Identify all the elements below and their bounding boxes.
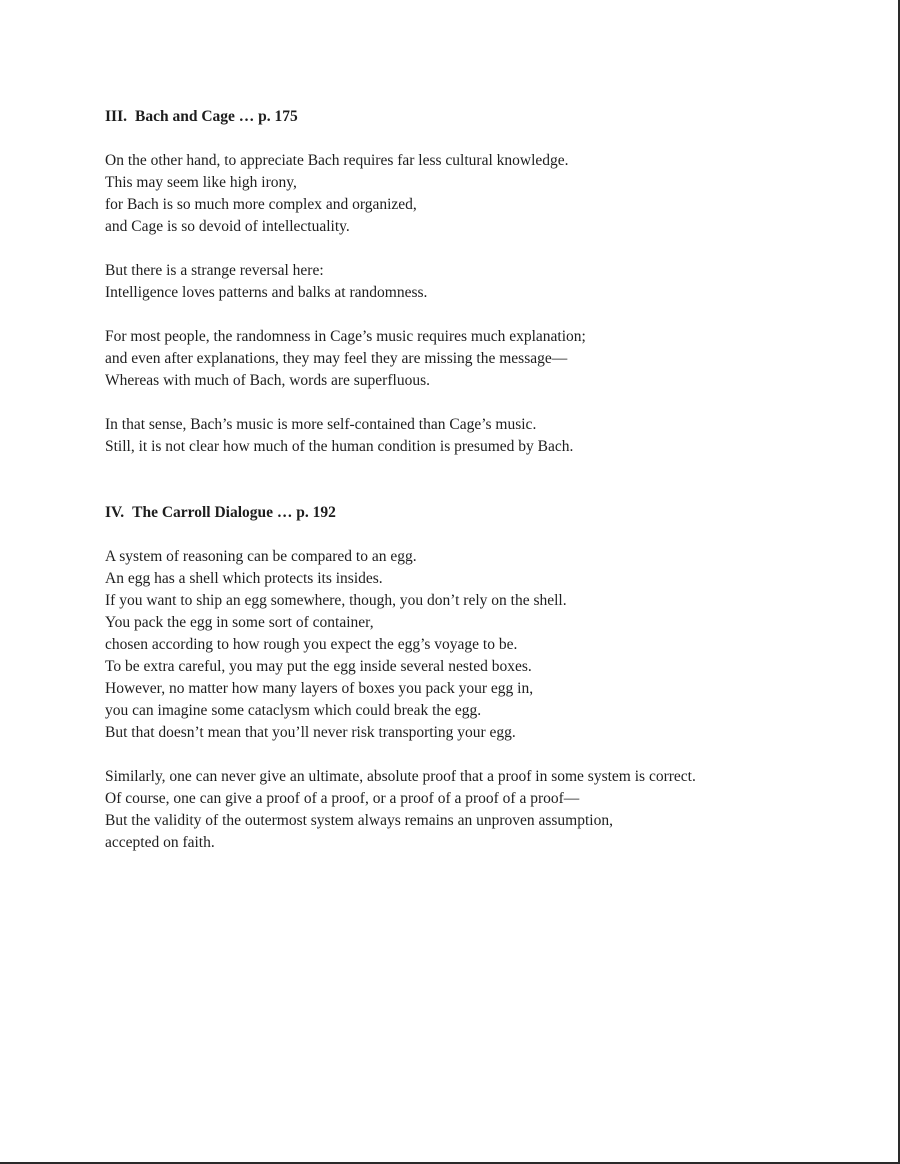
section-title: Bach and Cage … p. 175: [134, 108, 298, 125]
text-line: This may seem like high irony,: [105, 174, 297, 191]
section-number: III.: [105, 108, 127, 125]
text-line: Whereas with much of Bach, words are superfluous.: [105, 372, 430, 389]
section-heading: [105, 106, 865, 128]
text-line: and even after explanations, they may feel they are missing the message—: [105, 350, 568, 367]
text-line: On the other hand, to appreciate Bach requires far less cultural knowledge.: [105, 152, 569, 169]
text-line: Similarly, one can never give an ultimate, absolute proof that a proof in some system is correct.: [105, 768, 696, 785]
section-number: IV.: [105, 504, 125, 521]
text-line: But the validity of the outermost system always remains an unproven assumption,: [105, 812, 613, 829]
text-line: Intelligence loves patterns and balks at randomness.: [105, 284, 428, 301]
text-line: However, no matter how many layers of boxes you pack your egg in,: [105, 680, 534, 697]
text-line: and Cage is so devoid of intellectuality.: [105, 218, 350, 235]
text-line: A system of reasoning can be compared to an egg.: [105, 548, 417, 565]
text-line: Of course, one can give a proof of a proof, or a proof of a proof of a proof—: [105, 790, 580, 807]
text-line: To be extra careful, you may put the egg inside several nested boxes.: [105, 658, 532, 675]
document-body: [105, 106, 865, 854]
text-line: In that sense, Bach’s music is more self-contained than Cage’s music.: [105, 416, 537, 433]
section-heading: [105, 502, 865, 524]
text-line: If you want to ship an egg somewhere, though, you don’t rely on the shell.: [105, 592, 567, 609]
text-line: But there is a strange reversal here:: [105, 262, 324, 279]
section-title: The Carroll Dialogue … p. 192: [132, 504, 336, 521]
text-line: An egg has a shell which protects its insides.: [105, 570, 383, 587]
section-carroll-dialogue: [105, 502, 865, 854]
text-line: chosen according to how rough you expect the egg’s voyage to be.: [105, 636, 518, 653]
section-bach-and-cage: [105, 106, 865, 458]
paragraph: [105, 766, 865, 854]
paragraph: [105, 326, 865, 392]
text-line: But that doesn’t mean that you’ll never risk transporting your egg.: [105, 724, 516, 741]
paragraph: [105, 414, 865, 458]
text-line: accepted on faith.: [105, 834, 215, 851]
text-line: for Bach is so much more complex and organized,: [105, 196, 417, 213]
paragraph: [105, 150, 865, 238]
text-line: Still, it is not clear how much of the human condition is presumed by Bach.: [105, 438, 574, 455]
text-line: For most people, the randomness in Cage’s music requires much explanation;: [105, 328, 586, 345]
paragraph: [105, 546, 865, 744]
text-line: You pack the egg in some sort of container,: [105, 614, 374, 631]
paragraph: [105, 260, 865, 304]
text-line: you can imagine some cataclysm which could break the egg.: [105, 702, 482, 719]
